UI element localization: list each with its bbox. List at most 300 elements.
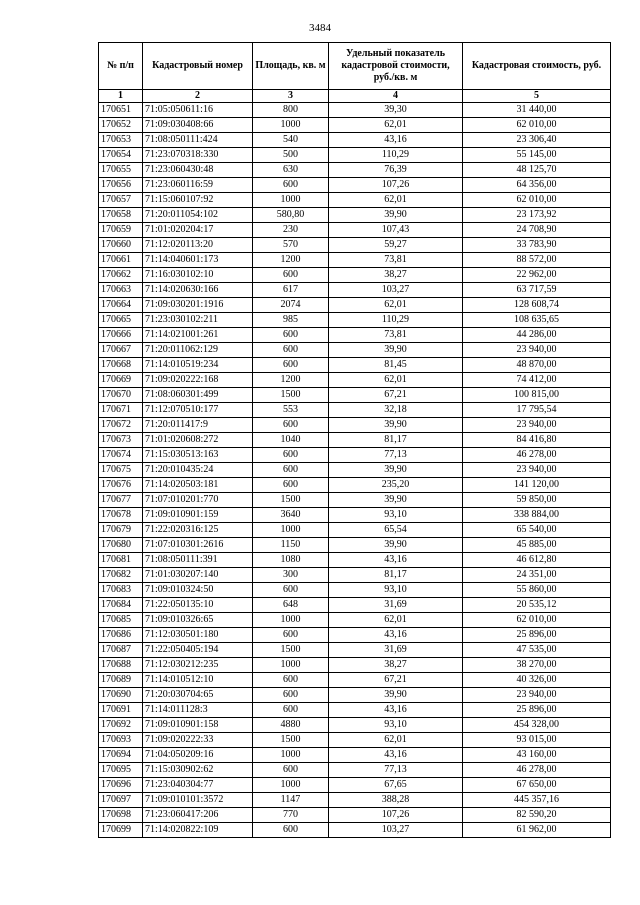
area-cell: 1147 [253,793,329,808]
area-cell: 648 [253,598,329,613]
table-row [99,493,611,508]
header-cadastral-value: Кадастровая стоимость, руб. [463,43,611,90]
cadastral-number-cell: 71:08:060301:499 [143,388,253,403]
cadastral-value-cell: 44 286,00 [463,328,611,343]
specific-value-cell: 59,27 [329,238,463,253]
specific-value-cell: 73,81 [329,253,463,268]
cadastral-value-cell: 31 440,00 [463,103,611,118]
cadastral-value-cell: 62 010,00 [463,118,611,133]
specific-value-cell: 39,90 [329,208,463,223]
cadastral-value-cell: 48 125,70 [463,163,611,178]
header-row-number: № п/п [99,43,143,90]
area-cell: 1150 [253,538,329,553]
specific-value-cell: 110,29 [329,313,463,328]
cadastral-number-cell: 71:20:011054:102 [143,208,253,223]
area-cell: 770 [253,808,329,823]
cadastral-number-cell: 71:22:020316:125 [143,523,253,538]
table-row [99,793,611,808]
table-row [99,748,611,763]
table-row [99,523,611,538]
area-cell: 600 [253,583,329,598]
cadastral-value-cell: 46 612,80 [463,553,611,568]
area-cell: 600 [253,358,329,373]
table-row [99,133,611,148]
specific-value-cell: 38,27 [329,658,463,673]
row-number-cell: 170659 [99,223,143,238]
table-row [99,223,611,238]
cadastral-number-cell: 71:23:060116:59 [143,178,253,193]
table-body [99,103,611,838]
area-cell: 570 [253,238,329,253]
cadastral-number-cell: 71:01:030207:140 [143,568,253,583]
cadastral-value-cell: 23 940,00 [463,418,611,433]
specific-value-cell: 62,01 [329,613,463,628]
row-number-cell: 170695 [99,763,143,778]
row-number-cell: 170656 [99,178,143,193]
table-row [99,103,611,118]
area-cell: 1500 [253,733,329,748]
area-cell: 800 [253,103,329,118]
specific-value-cell: 62,01 [329,298,463,313]
table-row [99,478,611,493]
table-row [99,418,611,433]
specific-value-cell: 38,27 [329,268,463,283]
cadastral-number-cell: 71:12:030212:235 [143,658,253,673]
area-cell: 600 [253,673,329,688]
table-row [99,193,611,208]
table-row [99,688,611,703]
area-cell: 600 [253,268,329,283]
specific-value-cell: 39,30 [329,103,463,118]
row-number-cell: 170692 [99,718,143,733]
specific-value-cell: 110,29 [329,148,463,163]
table-row [99,313,611,328]
table-row [99,358,611,373]
table-row [99,343,611,358]
column-number: 1 [99,90,143,103]
row-number-cell: 170676 [99,478,143,493]
table-row [99,658,611,673]
cadastral-value-cell: 23 940,00 [463,463,611,478]
column-number: 4 [329,90,463,103]
row-number-cell: 170688 [99,658,143,673]
row-number-cell: 170685 [99,613,143,628]
table-row [99,583,611,598]
cadastral-value-cell: 88 572,00 [463,253,611,268]
cadastral-number-cell: 71:14:020503:181 [143,478,253,493]
cadastral-value-cell: 61 962,00 [463,823,611,838]
column-number: 2 [143,90,253,103]
specific-value-cell: 62,01 [329,373,463,388]
specific-value-cell: 43,16 [329,133,463,148]
area-cell: 1000 [253,613,329,628]
cadastral-value-cell: 67 650,00 [463,778,611,793]
row-number-cell: 170665 [99,313,143,328]
row-number-cell: 170668 [99,358,143,373]
area-cell: 600 [253,463,329,478]
specific-value-cell: 67,21 [329,388,463,403]
table-row [99,628,611,643]
table-row [99,568,611,583]
cadastral-number-cell: 71:16:030102:10 [143,268,253,283]
table-row [99,508,611,523]
row-number-cell: 170686 [99,628,143,643]
specific-value-cell: 39,90 [329,688,463,703]
specific-value-cell: 77,13 [329,763,463,778]
cadastral-value-cell: 23 940,00 [463,343,611,358]
cadastral-value-cell: 93 015,00 [463,733,611,748]
cadastral-number-cell: 71:09:010101:3572 [143,793,253,808]
cadastral-value-cell: 65 540,00 [463,523,611,538]
area-cell: 1000 [253,748,329,763]
specific-value-cell: 31,69 [329,598,463,613]
row-number-cell: 170691 [99,703,143,718]
area-cell: 553 [253,403,329,418]
cadastral-value-cell: 24 351,00 [463,568,611,583]
table-row [99,643,611,658]
cadastral-value-table [98,42,611,838]
cadastral-number-cell: 71:09:030201:1916 [143,298,253,313]
table-row [99,673,611,688]
row-number-cell: 170660 [99,238,143,253]
cadastral-value-cell: 23 940,00 [463,688,611,703]
cadastral-value-cell: 33 783,90 [463,238,611,253]
area-cell: 300 [253,568,329,583]
cadastral-value-cell: 24 708,90 [463,223,611,238]
table-row [99,613,611,628]
cadastral-value-cell: 46 278,00 [463,763,611,778]
specific-value-cell: 76,39 [329,163,463,178]
area-cell: 580,80 [253,208,329,223]
area-cell: 600 [253,178,329,193]
cadastral-number-cell: 71:20:030704:65 [143,688,253,703]
row-number-cell: 170687 [99,643,143,658]
area-cell: 500 [253,148,329,163]
area-cell: 600 [253,763,329,778]
header-specific-value: Удельный показатель кадастровой стоимости, руб./кв. м [329,43,463,90]
cadastral-value-cell: 74 412,00 [463,373,611,388]
cadastral-value-cell: 23 173,92 [463,208,611,223]
specific-value-cell: 81,17 [329,568,463,583]
area-cell: 1500 [253,388,329,403]
table-row [99,373,611,388]
cadastral-number-cell: 71:14:020822:109 [143,823,253,838]
cadastral-number-cell: 71:12:020113:20 [143,238,253,253]
row-number-cell: 170657 [99,193,143,208]
area-cell: 230 [253,223,329,238]
area-cell: 600 [253,448,329,463]
specific-value-cell: 93,10 [329,508,463,523]
cadastral-value-cell: 63 717,59 [463,283,611,298]
cadastral-value-cell: 48 870,00 [463,358,611,373]
specific-value-cell: 107,26 [329,178,463,193]
cadastral-value-cell: 25 896,00 [463,703,611,718]
cadastral-number-cell: 71:01:020204:17 [143,223,253,238]
specific-value-cell: 43,16 [329,748,463,763]
table-row [99,208,611,223]
area-cell: 1040 [253,433,329,448]
cadastral-number-cell: 71:15:030902:62 [143,763,253,778]
cadastral-number-cell: 71:23:060417:206 [143,808,253,823]
cadastral-value-cell: 100 815,00 [463,388,611,403]
row-number-cell: 170663 [99,283,143,298]
cadastral-number-cell: 71:14:010519:234 [143,358,253,373]
area-cell: 1000 [253,778,329,793]
area-cell: 4880 [253,718,329,733]
cadastral-value-cell: 20 535,12 [463,598,611,613]
cadastral-number-cell: 71:23:040304:77 [143,778,253,793]
specific-value-cell: 39,90 [329,538,463,553]
cadastral-value-cell: 38 270,00 [463,658,611,673]
cadastral-number-cell: 71:09:010324:50 [143,583,253,598]
cadastral-value-cell: 84 416,80 [463,433,611,448]
cadastral-value-cell: 64 356,00 [463,178,611,193]
cadastral-number-cell: 71:22:050405:194 [143,643,253,658]
row-number-cell: 170680 [99,538,143,553]
table-row [99,298,611,313]
cadastral-number-cell: 71:09:010901:159 [143,508,253,523]
header-area: Площадь, кв. м [253,43,329,90]
table-row [99,328,611,343]
cadastral-value-cell: 47 535,00 [463,643,611,658]
table-row [99,553,611,568]
row-number-cell: 170682 [99,568,143,583]
specific-value-cell: 43,16 [329,553,463,568]
row-number-cell: 170683 [99,583,143,598]
row-number-cell: 170677 [99,493,143,508]
specific-value-cell: 67,21 [329,673,463,688]
table-row [99,283,611,298]
area-cell: 600 [253,688,329,703]
row-number-cell: 170672 [99,418,143,433]
table-row [99,448,611,463]
area-cell: 1500 [253,643,329,658]
cadastral-number-cell: 71:20:011417:9 [143,418,253,433]
cadastral-value-cell: 55 145,00 [463,148,611,163]
row-number-cell: 170669 [99,373,143,388]
cadastral-number-cell: 71:14:020630:166 [143,283,253,298]
specific-value-cell: 39,90 [329,343,463,358]
cadastral-number-cell: 71:23:070318:330 [143,148,253,163]
specific-value-cell: 43,16 [329,628,463,643]
area-cell: 600 [253,703,329,718]
area-cell: 1000 [253,193,329,208]
specific-value-cell: 32,18 [329,403,463,418]
table-row [99,388,611,403]
specific-value-cell: 93,10 [329,583,463,598]
specific-value-cell: 81,17 [329,433,463,448]
specific-value-cell: 107,43 [329,223,463,238]
cadastral-value-cell: 23 306,40 [463,133,611,148]
area-cell: 985 [253,313,329,328]
row-number-cell: 170693 [99,733,143,748]
row-number-cell: 170675 [99,463,143,478]
header-cadastral-number: Кадастровый номер [143,43,253,90]
cadastral-number-cell: 71:14:011128:3 [143,703,253,718]
row-number-cell: 170651 [99,103,143,118]
area-cell: 617 [253,283,329,298]
area-cell: 2074 [253,298,329,313]
table-row [99,178,611,193]
specific-value-cell: 43,16 [329,703,463,718]
area-cell: 1200 [253,253,329,268]
column-number-row [99,90,611,103]
specific-value-cell: 62,01 [329,193,463,208]
table-row [99,118,611,133]
specific-value-cell: 39,90 [329,493,463,508]
cadastral-value-cell: 62 010,00 [463,613,611,628]
table-row [99,718,611,733]
area-cell: 630 [253,163,329,178]
cadastral-number-cell: 71:12:070510:177 [143,403,253,418]
table-row [99,538,611,553]
area-cell: 1000 [253,658,329,673]
cadastral-number-cell: 71:20:010435:24 [143,463,253,478]
row-number-cell: 170653 [99,133,143,148]
cadastral-number-cell: 71:15:060107:92 [143,193,253,208]
row-number-cell: 170667 [99,343,143,358]
cadastral-value-cell: 445 357,16 [463,793,611,808]
cadastral-value-cell: 82 590,20 [463,808,611,823]
table-row [99,163,611,178]
cadastral-number-cell: 71:14:010512:10 [143,673,253,688]
table-row [99,148,611,163]
row-number-cell: 170694 [99,748,143,763]
cadastral-number-cell: 71:09:010901:158 [143,718,253,733]
area-cell: 600 [253,328,329,343]
specific-value-cell: 65,54 [329,523,463,538]
area-cell: 600 [253,478,329,493]
cadastral-value-cell: 17 795,54 [463,403,611,418]
cadastral-number-cell: 71:22:050135:10 [143,598,253,613]
row-number-cell: 170699 [99,823,143,838]
row-number-cell: 170697 [99,793,143,808]
cadastral-value-cell: 55 860,00 [463,583,611,598]
row-number-cell: 170671 [99,403,143,418]
cadastral-number-cell: 71:23:060430:48 [143,163,253,178]
column-number: 3 [253,90,329,103]
row-number-cell: 170670 [99,388,143,403]
specific-value-cell: 31,69 [329,643,463,658]
table-row [99,253,611,268]
specific-value-cell: 93,10 [329,718,463,733]
table-row [99,733,611,748]
row-number-cell: 170679 [99,523,143,538]
cadastral-number-cell: 71:14:021001:261 [143,328,253,343]
row-number-cell: 170666 [99,328,143,343]
area-cell: 600 [253,343,329,358]
area-cell: 1200 [253,373,329,388]
cadastral-number-cell: 71:20:011062:129 [143,343,253,358]
column-number: 5 [463,90,611,103]
cadastral-number-cell: 71:09:010326:65 [143,613,253,628]
cadastral-number-cell: 71:08:050111:424 [143,133,253,148]
row-number-cell: 170684 [99,598,143,613]
table-row [99,433,611,448]
table-row [99,238,611,253]
row-number-cell: 170655 [99,163,143,178]
table-row [99,268,611,283]
area-cell: 3640 [253,508,329,523]
specific-value-cell: 62,01 [329,733,463,748]
specific-value-cell: 103,27 [329,283,463,298]
cadastral-value-cell: 59 850,00 [463,493,611,508]
cadastral-number-cell: 71:09:020222:33 [143,733,253,748]
area-cell: 1000 [253,523,329,538]
cadastral-value-cell: 43 160,00 [463,748,611,763]
specific-value-cell: 107,26 [329,808,463,823]
row-number-cell: 170689 [99,673,143,688]
header-row [99,43,611,90]
table-row [99,598,611,613]
cadastral-value-cell: 338 884,00 [463,508,611,523]
area-cell: 600 [253,418,329,433]
row-number-cell: 170678 [99,508,143,523]
cadastral-number-cell: 71:07:010301:2616 [143,538,253,553]
page-number: 3484 [309,22,331,34]
area-cell: 600 [253,823,329,838]
area-cell: 540 [253,133,329,148]
cadastral-number-cell: 71:04:050209:16 [143,748,253,763]
specific-value-cell: 388,28 [329,793,463,808]
cadastral-value-cell: 22 962,00 [463,268,611,283]
specific-value-cell: 67,65 [329,778,463,793]
row-number-cell: 170658 [99,208,143,223]
cadastral-number-cell: 71:23:030102:211 [143,313,253,328]
row-number-cell: 170674 [99,448,143,463]
specific-value-cell: 77,13 [329,448,463,463]
cadastral-value-cell: 25 896,00 [463,628,611,643]
specific-value-cell: 73,81 [329,328,463,343]
table-row [99,703,611,718]
row-number-cell: 170661 [99,253,143,268]
row-number-cell: 170662 [99,268,143,283]
cadastral-number-cell: 71:09:020222:168 [143,373,253,388]
area-cell: 1500 [253,493,329,508]
row-number-cell: 170681 [99,553,143,568]
cadastral-number-cell: 71:12:030501:180 [143,628,253,643]
specific-value-cell: 39,90 [329,418,463,433]
table-row [99,823,611,838]
cadastral-number-cell: 71:07:010201:770 [143,493,253,508]
specific-value-cell: 235,20 [329,478,463,493]
row-number-cell: 170654 [99,148,143,163]
specific-value-cell: 39,90 [329,463,463,478]
row-number-cell: 170664 [99,298,143,313]
cadastral-number-cell: 71:14:040601:173 [143,253,253,268]
row-number-cell: 170673 [99,433,143,448]
cadastral-value-cell: 141 120,00 [463,478,611,493]
specific-value-cell: 62,01 [329,118,463,133]
cadastral-value-cell: 45 885,00 [463,538,611,553]
cadastral-value-cell: 108 635,65 [463,313,611,328]
cadastral-number-cell: 71:05:050611:16 [143,103,253,118]
specific-value-cell: 103,27 [329,823,463,838]
table-row [99,808,611,823]
table-row [99,763,611,778]
table-row [99,778,611,793]
area-cell: 1000 [253,118,329,133]
cadastral-number-cell: 71:15:030513:163 [143,448,253,463]
row-number-cell: 170690 [99,688,143,703]
cadastral-number-cell: 71:08:050111:391 [143,553,253,568]
specific-value-cell: 81,45 [329,358,463,373]
cadastral-value-cell: 62 010,00 [463,193,611,208]
cadastral-value-cell: 128 608,74 [463,298,611,313]
table-row [99,403,611,418]
row-number-cell: 170652 [99,118,143,133]
table-row [99,463,611,478]
